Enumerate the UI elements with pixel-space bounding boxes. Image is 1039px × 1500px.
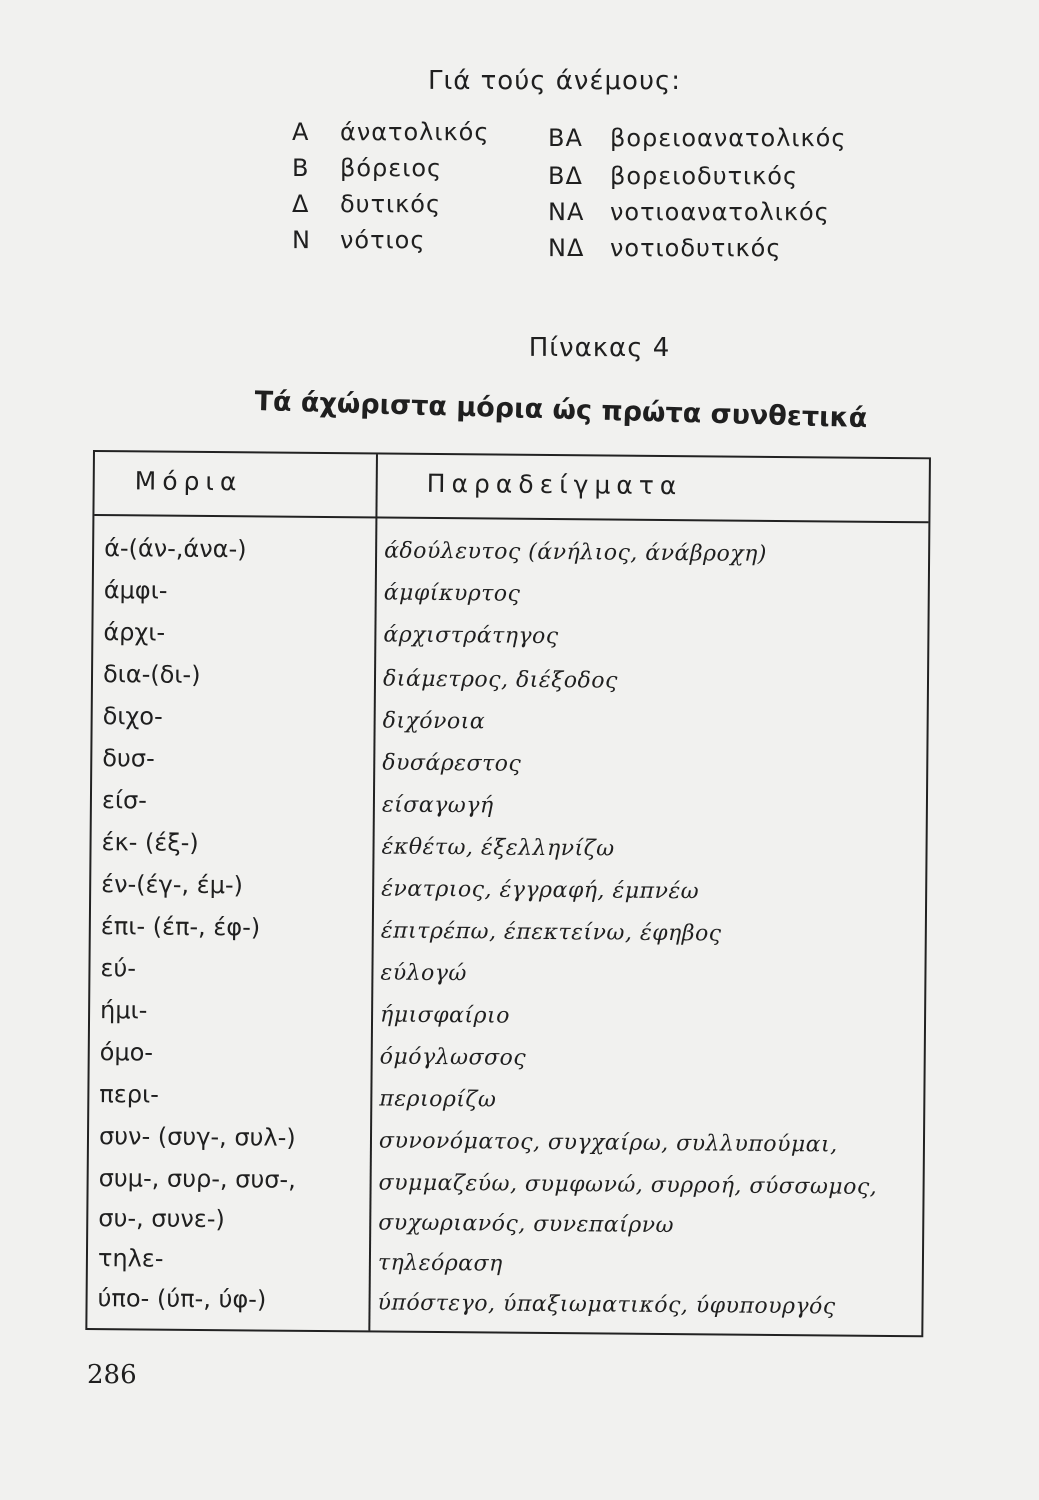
table-row-prefix: εύ- bbox=[100, 954, 137, 983]
wind-abbr: Α bbox=[292, 118, 310, 146]
table-row-example: είσαγωγή bbox=[381, 792, 494, 819]
wind-abbr-row bbox=[292, 118, 489, 146]
table-row-example: άμφίκυρτος bbox=[383, 580, 521, 607]
table-row-prefix: περι- bbox=[99, 1080, 159, 1109]
wind-abbr-row bbox=[292, 154, 442, 182]
table-row-prefix: ήμι- bbox=[99, 996, 148, 1025]
table-row-prefix: είσ- bbox=[101, 786, 148, 815]
table-row-prefix: ύπο- (ύπ-, ύφ-) bbox=[97, 1284, 267, 1314]
wind-name: άνατολικός bbox=[340, 118, 490, 146]
wind-abbr: ΒΑ bbox=[548, 124, 583, 152]
header-divider bbox=[94, 514, 928, 523]
wind-abbr-row bbox=[548, 124, 846, 152]
table-row-prefix: διχο- bbox=[102, 702, 163, 731]
column-header-prefixes: Μόρια bbox=[134, 466, 243, 497]
table-row-prefix: όμο- bbox=[99, 1038, 154, 1067]
wind-abbr-row bbox=[292, 190, 441, 218]
table-row-example: άδούλευτος (άνήλιος, άνάβροχη) bbox=[384, 538, 768, 567]
winds-heading: Γιά τούς άνέμους: bbox=[427, 66, 682, 96]
table-row-prefix: ά-(άν-,άνα-) bbox=[104, 534, 247, 564]
table-row-prefix: έκ- (έξ-) bbox=[101, 828, 199, 857]
table-row-prefix: έπι- (έπ-, έφ-) bbox=[100, 912, 261, 942]
wind-name: δυτικός bbox=[340, 190, 442, 218]
wind-abbr: Δ bbox=[292, 190, 310, 218]
table-row-example: δυσάρεστος bbox=[382, 750, 522, 777]
wind-abbr-row bbox=[292, 226, 425, 254]
table-row-prefix: συμ-, συρ-, συσ-, bbox=[98, 1164, 296, 1194]
table-row-example: όμόγλωσσος bbox=[379, 1044, 527, 1071]
column-divider bbox=[368, 454, 378, 1330]
wind-name: βορειοανατολικός bbox=[610, 124, 847, 152]
wind-abbr-row bbox=[548, 234, 781, 262]
wind-abbr: ΝΑ bbox=[548, 198, 585, 226]
prefix-table bbox=[85, 450, 931, 1337]
table-row-example: διχόνοια bbox=[382, 708, 486, 735]
table-row-prefix: έν-(έγ-, έμ-) bbox=[101, 870, 244, 900]
page-number: 286 bbox=[87, 1360, 137, 1390]
table-row-example: έκθέτω, έξελληνίζω bbox=[381, 834, 615, 862]
table-row-prefix: άρχι- bbox=[103, 618, 166, 647]
table-row-example: ήμισφαίριο bbox=[379, 1002, 511, 1029]
wind-abbr: Ν bbox=[292, 226, 311, 254]
table-row-prefix: δυσ- bbox=[102, 744, 155, 773]
table-row-example: έπιτρέπω, έπεκτείνω, έφηβος bbox=[380, 918, 722, 947]
table-row-example: περιορίζω bbox=[379, 1086, 497, 1113]
table-title: Τά άχώριστα μόρια ώς πρώτα συνθετικά bbox=[254, 386, 868, 435]
table-row-prefix: τηλε- bbox=[97, 1244, 164, 1273]
table-row-example: ύπόστεγο, ύπαξιωματικός, ύφυπουργός bbox=[377, 1290, 836, 1320]
table-row-prefix: συ-, συνε-) bbox=[98, 1204, 225, 1234]
table-row-prefix: συν- (συγ-, συλ-) bbox=[98, 1122, 296, 1152]
table-row-example: ένατριος, έγγραφή, έμπνέω bbox=[381, 876, 700, 905]
table-label: Πίνακας 4 bbox=[528, 333, 671, 363]
wind-abbr: ΒΔ bbox=[548, 162, 583, 190]
table-row-prefix: δια-(δι-) bbox=[102, 660, 201, 689]
wind-name: νότιος bbox=[340, 226, 426, 254]
wind-abbr-row bbox=[548, 198, 830, 226]
wind-name: νοτιοδυτικός bbox=[610, 234, 782, 262]
wind-abbr: Β bbox=[292, 154, 310, 182]
wind-name: νοτιοανατολικός bbox=[610, 198, 830, 226]
table-row-example: συνονόματος, συγχαίρω, συλλυπούμαι, bbox=[378, 1128, 838, 1158]
table-row-example: διάμετρος, διέξοδος bbox=[382, 666, 618, 694]
table-row-prefix: άμφι- bbox=[103, 576, 168, 605]
wind-name: βόρειος bbox=[340, 154, 443, 182]
wind-abbr: ΝΔ bbox=[548, 234, 585, 262]
table-row-example: τηλεόραση bbox=[377, 1250, 503, 1277]
table-row-example: εύλογώ bbox=[380, 960, 468, 987]
table-row-example: άρχιστράτηγος bbox=[383, 622, 559, 650]
wind-abbr-row bbox=[548, 162, 798, 190]
wind-name: βορειοδυτικός bbox=[610, 162, 799, 190]
table-row-example: συχωριανός, συνεπαίρνω bbox=[378, 1210, 675, 1239]
column-header-examples: Παραδείγματα bbox=[426, 468, 683, 501]
table-row-example: συμμαζεύω, συμφωνώ, συρροή, σύσσωμος, bbox=[378, 1170, 878, 1200]
